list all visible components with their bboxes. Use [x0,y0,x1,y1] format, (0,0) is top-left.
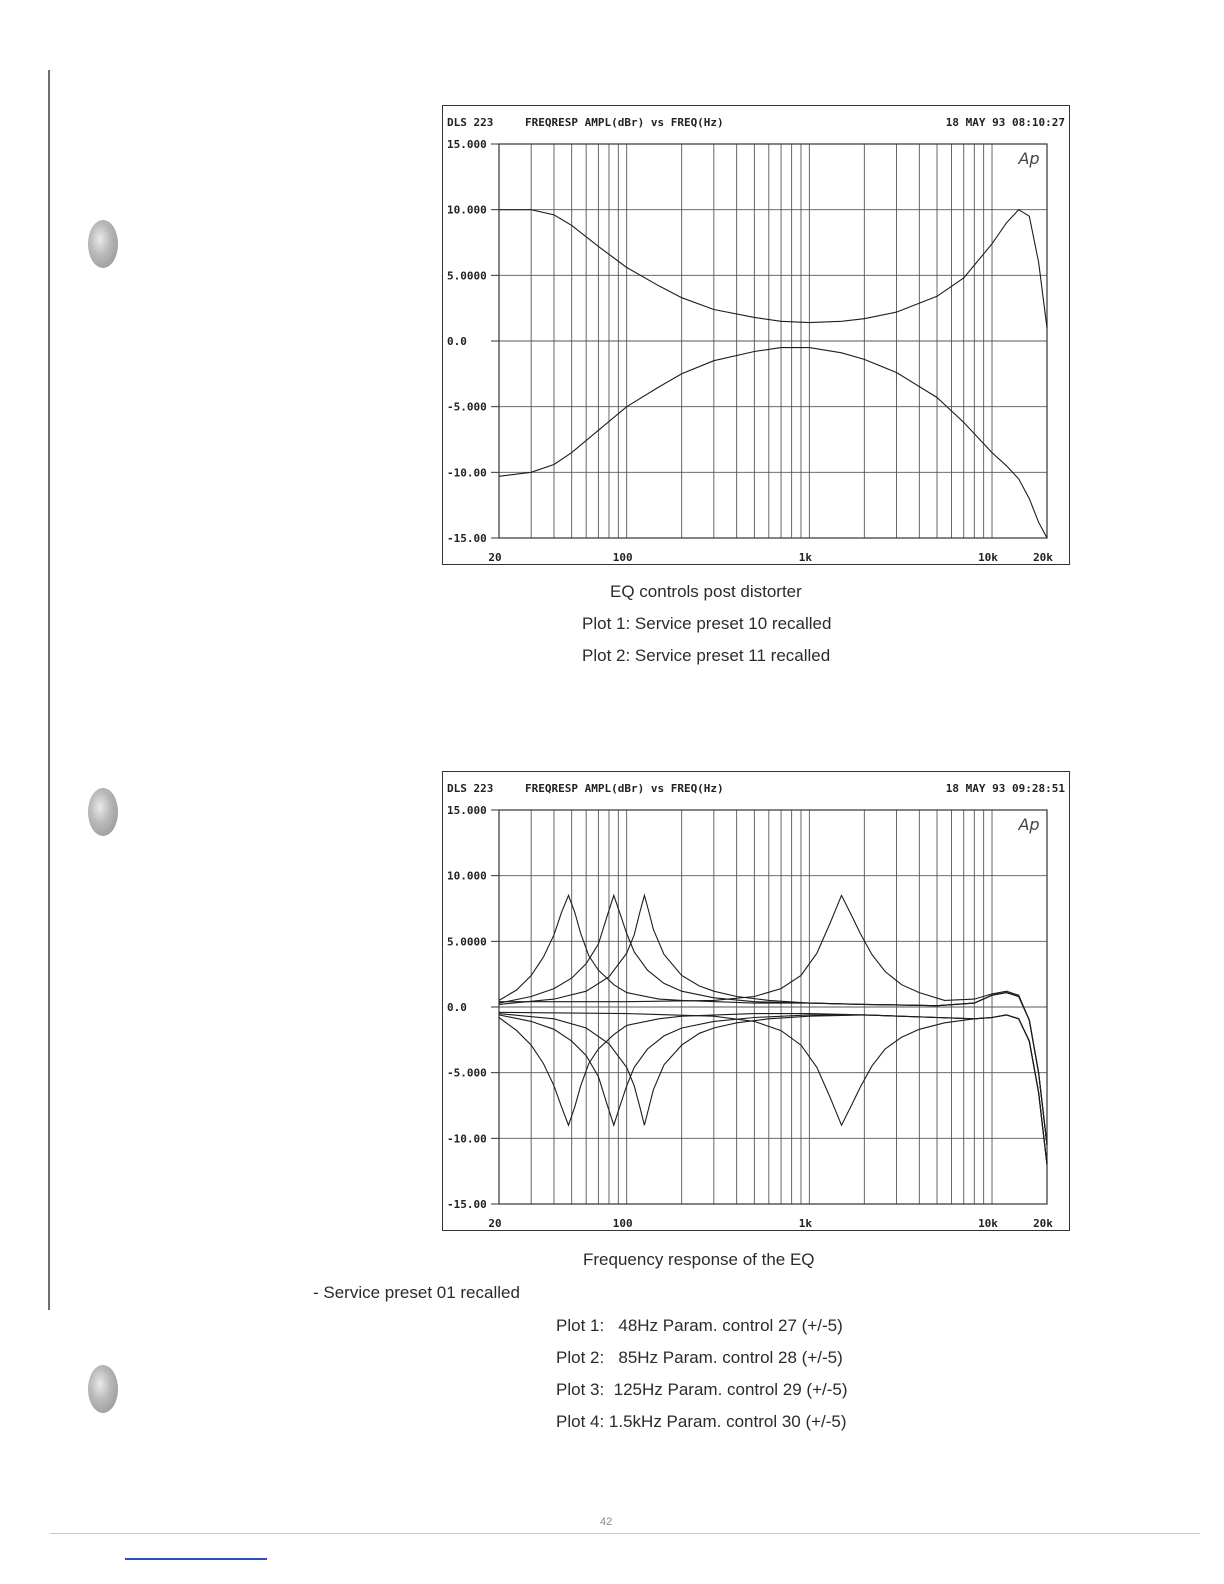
chart-2-caption-title: Frequency response of the EQ [583,1250,815,1269]
y-tick-label: 5.0000 [447,269,487,283]
y-tick-label: -15.00 [447,532,487,545]
chart-1-caption-plot1: Plot 1: Service preset 10 recalled [582,614,832,633]
footer-blue-line [125,1558,267,1560]
y-tick-label: -15.00 [447,1198,487,1211]
y-tick-label: 15.000 [447,804,487,817]
plot-list-item-4: Plot 4: 1.5kHz Param. control 30 (+/-5) [556,1412,847,1431]
y-tick-label: -10.00 [447,1132,487,1146]
y-tick-label: 0.0 [447,1001,467,1014]
x-tick-label: 20 [488,1217,502,1230]
series-line-2 [499,1014,1047,1165]
x-tick-label: 20k [1033,1217,1053,1230]
ap-brand-logo: Ap [1018,815,1040,834]
chart-1-frame [442,105,1070,565]
header-right: 18 MAY 93 09:28:51 [945,782,1065,795]
x-tick-label: 100 [612,551,633,564]
binder-hole-middle [88,788,118,836]
plot-list-item-1: Plot 1: 48Hz Param. control 27 (+/-5) [556,1316,843,1335]
x-tick-label: 1k [798,551,812,564]
header-left: DLS 223 [447,782,494,795]
y-tick-label: 10.000 [447,869,487,883]
x-tick-label: 1k [798,1217,812,1230]
chart-1-caption-title: EQ controls post distorter [610,582,802,601]
header-left: DLS 223 [447,116,494,129]
x-tick-label: 20 [488,551,502,564]
y-tick-label: 5.0000 [447,935,487,949]
y-tick-label: 15.000 [447,138,487,151]
chart-1-svg [443,106,1071,566]
footer-rule [50,1533,1200,1534]
series-line-6 [499,1014,1047,1165]
chart-1-caption-plot2: Plot 2: Service preset 11 recalled [582,646,831,665]
plot-list-item-3: Plot 3: 125Hz Param. control 29 (+/-5) [556,1380,848,1399]
series-line-4 [499,1015,1047,1165]
preset-note: - Service preset 01 recalled [313,1283,520,1302]
series-line-1 [499,210,1047,328]
header-center: FREQRESP AMPL(dBr) vs FREQ(Hz) [525,116,724,129]
chart-2-frame [442,771,1070,1231]
x-tick-label: 20k [1033,551,1053,564]
y-tick-label: -5.000 [447,400,487,414]
chart-2-svg [443,772,1071,1232]
header-center: FREQRESP AMPL(dBr) vs FREQ(Hz) [525,782,724,795]
binder-hole-top [88,220,118,268]
y-tick-label: -10.00 [447,466,487,480]
binder-hole-bottom [88,1365,118,1413]
series-line-2 [499,348,1047,538]
header-right: 18 MAY 93 08:10:27 [945,116,1065,129]
x-tick-label: 10k [978,551,998,564]
plot-list-item-2: Plot 2: 85Hz Param. control 28 (+/-5) [556,1348,843,1367]
y-tick-label: 0.0 [447,335,467,348]
x-tick-label: 10k [978,1217,998,1230]
y-tick-label: -5.000 [447,1066,487,1080]
y-tick-label: 10.000 [447,203,487,217]
x-tick-label: 100 [612,1217,633,1230]
page-number: 42 [600,1516,613,1528]
series-line-8 [499,1012,1047,1164]
ap-brand-logo: Ap [1018,149,1040,168]
binder-margin-line [48,70,50,1310]
